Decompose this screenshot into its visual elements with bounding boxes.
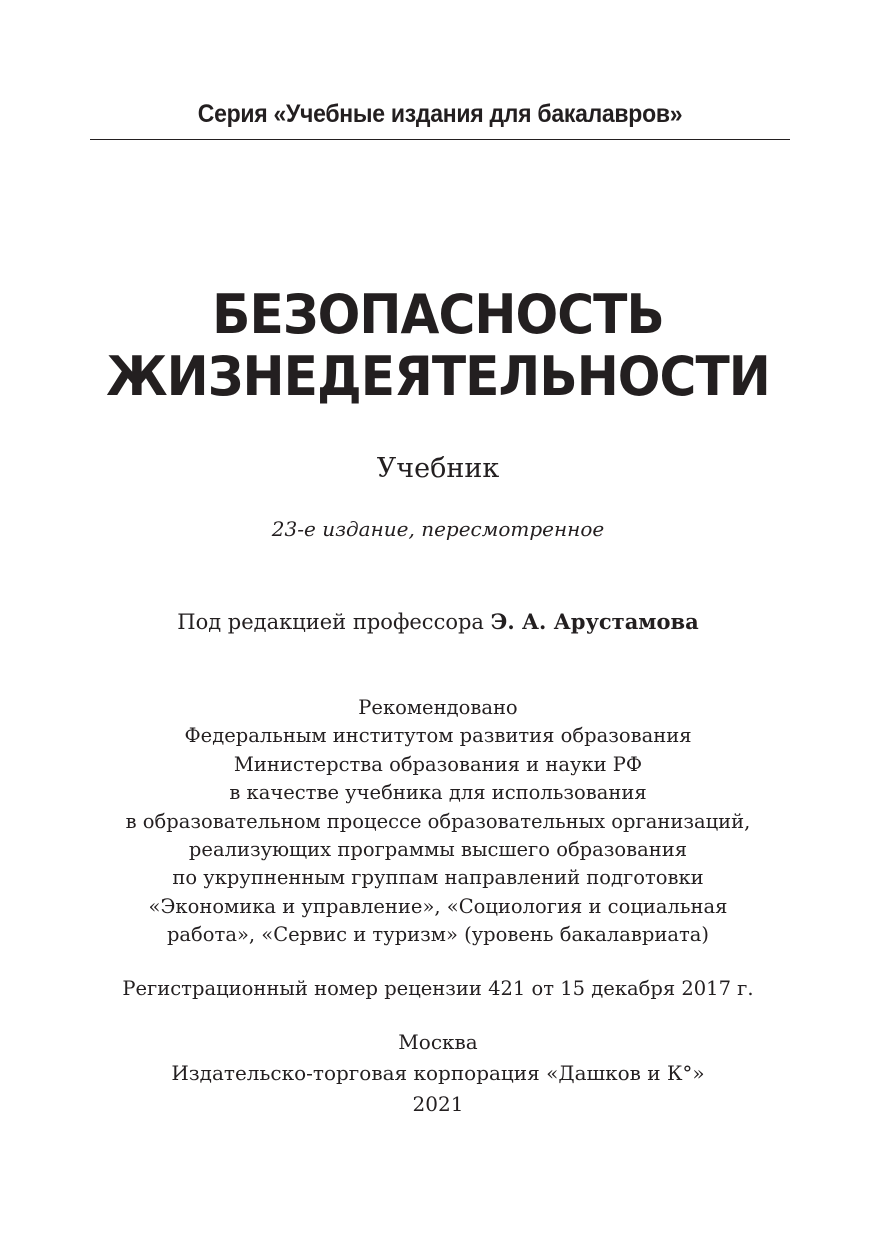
publisher-block [0,1027,876,1120]
recommendation-line: в качестве учебника для использования [229,781,647,805]
edition-info: 23-е издание, пересмотренное [271,517,605,541]
recommendation-line: «Экономика и управление», «Социология и социальная [148,894,728,918]
publication-year: 2021 [412,1092,464,1116]
recommendation-line: Федеральным институтом развития образования [184,724,692,748]
book-type: Учебник [376,453,500,484]
recommendation-line: работа», «Сервис и туризм» (уровень бакалавриата) [166,923,710,947]
recommendation-block [0,694,876,950]
recommendation-line: Министерства образования и науки РФ [233,752,643,776]
publisher-name: Издательско-торговая корпорация «Дашков и К°» [171,1061,705,1085]
editor-prefix: Под редакцией профессора [177,610,491,634]
recommendation-line: реализующих программы высшего образования [188,838,688,862]
header-divider [90,139,790,140]
book-title-line-2: ЖИЗНЕДЕЯТЕЛЬНОСТИ [106,345,770,408]
book-title-line-1: БЕЗОПАСНОСТЬ [212,283,664,346]
publisher-city: Москва [398,1030,478,1054]
editor-name: Э. А. Арустамова [490,609,699,634]
editor-line [0,609,876,634]
series-title: Серия «Учебные издания для бакалавров» [197,100,683,128]
registration-number: Регистрационный номер рецензии 421 от 15 декабря 2017 г. [122,977,754,1000]
recommendation-line: по укрупненным группам направлений подготовки [172,866,704,890]
recommendation-line: в образовательном процессе образовательных организаций, [125,809,751,833]
recommendation-line: Рекомендовано [358,696,518,719]
